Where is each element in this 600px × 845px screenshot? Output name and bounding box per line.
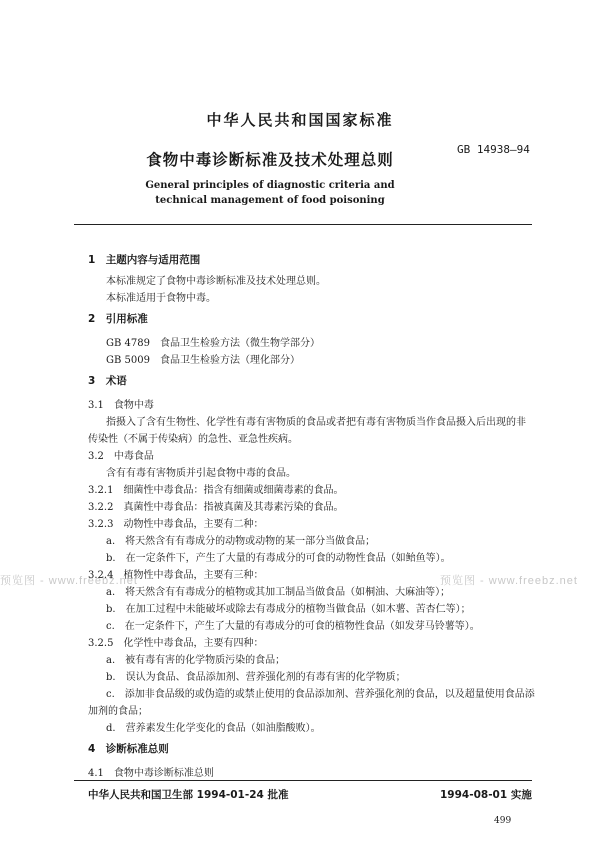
english-title-line-1: General principles of diagnostic criteria and <box>145 180 395 191</box>
term-3-2-3-item-a: a. 将天然含有有毒成分的动物或动物的某一部分当做食品； <box>106 536 376 547</box>
page-number: 499 <box>494 816 512 826</box>
term-3-2-3-item-b: b. 在一定条件下，产生了大量的有毒成分的可食的动物性食品（如鲐鱼等）。 <box>106 553 451 564</box>
term-3-2-5-item-b: b. 误认为食品、食品添加剂、营养强化剂的有毒有害的化学物质； <box>106 672 406 683</box>
term-3-1-definition-line-1: 指摄入了含有生物性、化学性有毒有害物质的食品或者把有毒有害物质当作食品摄入后出现的非 <box>106 417 526 428</box>
term-3-2-4: 3.2.4 植物性中毒食品，主要有三种： <box>88 570 264 581</box>
term-3-2-5-item-d: d. 营养素发生化学变化的食品（如油脂酸败）。 <box>106 723 321 734</box>
term-3-2-heading: 3.2 中毒食品 <box>88 451 154 462</box>
standard-code: GB 14938—94 <box>457 143 530 156</box>
section-3-heading: 3 术语 <box>88 375 127 387</box>
national-standard-heading: 中华人民共和国国家标准 <box>206 111 394 129</box>
reference-gb5009: GB 5009 食品卫生检验方法（理化部分） <box>106 355 300 366</box>
term-3-2-4-item-c: c. 在一定条件下，产生了大量的有毒成分的可食的植物性食品（如发芽马铃薯等）。 <box>106 621 480 632</box>
term-3-2-4-item-b: b. 在加工过程中未能破坏或除去有毒成分的植物当做食品（如木薯、苦杏仁等）； <box>106 604 471 615</box>
term-3-1-definition-line-2: 传染性（不属于传染病）的急性、亚急性疾病。 <box>88 434 298 445</box>
section-1-paragraph-2: 本标准适用于食物中毒。 <box>106 293 216 304</box>
footer-divider <box>74 780 532 781</box>
term-3-2-5-item-c-line-1: c. 添加非食品级的或伪造的或禁止使用的食品添加剂、营养强化剂的食品，以及超量使用食品添 <box>106 689 535 700</box>
term-3-2-definition: 含有有毒有害物质并引起食物中毒的食品。 <box>106 468 296 479</box>
section-1-paragraph-1: 本标准规定了食物中毒诊断标准及技术处理总则。 <box>106 276 326 287</box>
header-divider <box>74 224 532 225</box>
term-3-1-heading: 3.1 食物中毒 <box>88 400 154 411</box>
approval-line: 中华人民共和国卫生部 1994-01-24 批准 <box>88 789 289 801</box>
english-title-line-2: technical management of food poisoning <box>155 195 385 206</box>
reference-gb4789: GB 4789 食品卫生检验方法（微生物学部分） <box>106 338 320 349</box>
section-1-heading: 1 主题内容与适用范围 <box>88 254 201 266</box>
term-3-2-1: 3.2.1 细菌性中毒食品：指含有细菌或细菌毒素的食品。 <box>88 485 344 496</box>
watermark-right: 预览图 - www.freebz.net <box>440 575 578 587</box>
document-title: 食物中毒诊断标准及技术处理总则 <box>146 151 394 169</box>
section-4-1-heading: 4.1 食物中毒诊断标准总则 <box>88 768 214 779</box>
effective-date: 1994-08-01 实施 <box>440 789 532 801</box>
watermark-left: 预览图 - www.freebz.net <box>0 575 138 587</box>
term-3-2-2: 3.2.2 真菌性中毒食品：指被真菌及其毒素污染的食品。 <box>88 502 344 513</box>
term-3-2-4-item-a: a. 将天然含有有毒成分的植物或其加工制品当做食品（如桐油、大麻油等）； <box>106 587 451 598</box>
section-4-heading: 4 诊断标准总则 <box>88 743 169 755</box>
term-3-2-5: 3.2.5 化学性中毒食品，主要有四种： <box>88 638 264 649</box>
term-3-2-3: 3.2.3 动物性中毒食品，主要有二种： <box>88 519 264 530</box>
term-3-2-5-item-c-line-2: 加剂的食品； <box>88 706 148 717</box>
section-2-heading: 2 引用标准 <box>88 313 148 325</box>
term-3-2-5-item-a: a. 被有毒有害的化学物质污染的食品； <box>106 655 286 666</box>
